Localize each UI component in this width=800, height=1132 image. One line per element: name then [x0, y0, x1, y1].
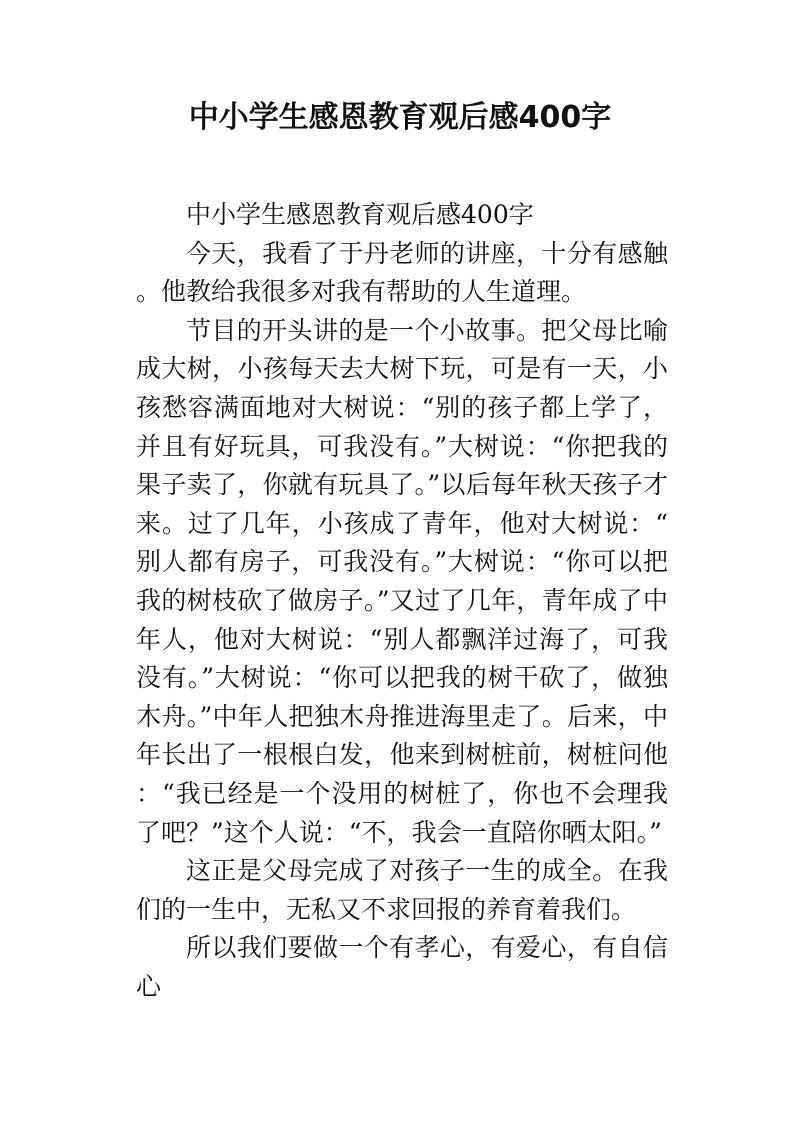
- document-title: 中小学生感恩教育观后感400字: [188, 100, 612, 135]
- paragraph-story: 节目的开头讲的是一个小故事。把父母比喻成大树，小孩每天去大树下玩，可是有一天，小孩愁容满面地对大树说：“别的孩子都上学了，并且有好玩具，可我没有。”大树说：“你把我的果子卖了，你就有玩具了。”以后每年秋天孩子才来。过了几年，小孩成了青年，他对大树说：“别人都有房子，可我没有。”大树说：“你可以把我的树枝砍了做房子。”又过了几年，青年成了中年人，他对大树说：“别人都飘洋过海了，可我没有。”大树说：“你可以把我的树干砍了，做独木舟。”中年人把独木舟推进海里走了。后来，中年长出了一根根白发，他来到树桩前，树桩问他：“我已经是一个没用的树桩了，你也不会理我了吧？”这个人说：“不，我会一直陪你晒太阳。”: [136, 315, 668, 847]
- document-body: [136, 196, 668, 1006]
- paragraph-reflection: 这正是父母完成了对孩子一生的成全。在我们的一生中，无私又不求回报的养育着我们。: [136, 856, 668, 924]
- paragraph-subtitle: 中小学生感恩教育观后感400字: [186, 200, 534, 229]
- paragraph-conclusion: 所以我们要做一个有孝心，有爱心，有自信心: [136, 933, 668, 1001]
- paragraph-intro: 今天，我看了于丹老师的讲座，十分有感触。他教给我很多对我有帮助的人生道理。: [136, 238, 668, 307]
